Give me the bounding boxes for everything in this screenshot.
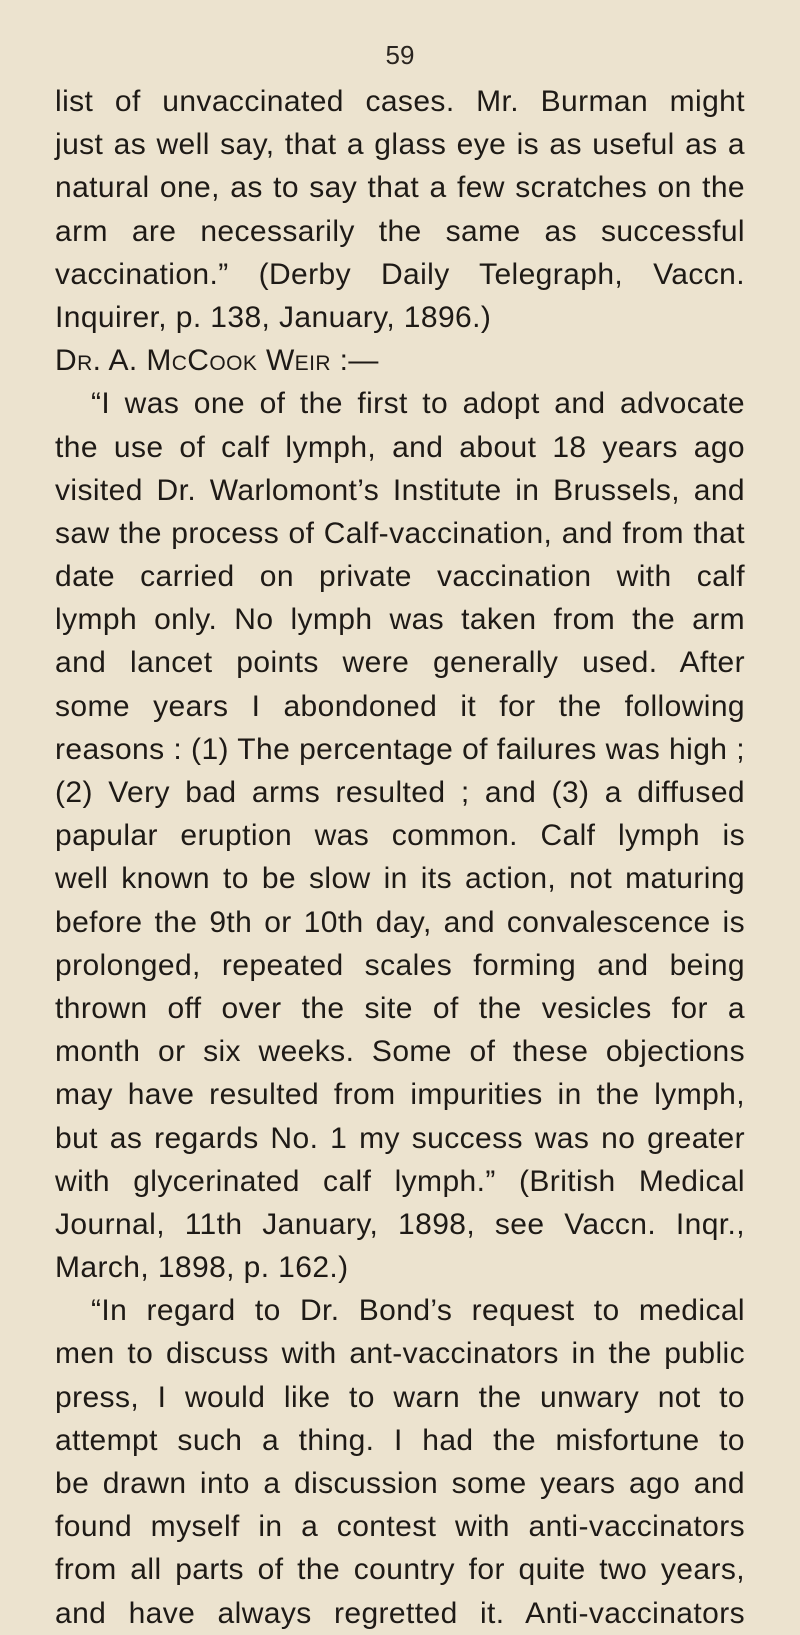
text-line: date carried on private vaccination with calf <box>55 560 745 594</box>
text-line: may have resulted from impurities in the lymph, <box>55 1078 745 1112</box>
text-line: press, I would like to warn the unwary not to <box>55 1380 745 1414</box>
text-line: visited Dr. Warlomont’s Institute in Brussels, and <box>55 473 745 507</box>
text-line: before the 9th or 10th day, and convalescence is <box>55 905 745 939</box>
body-text <box>55 80 745 1635</box>
text-line: month or six weeks. Some of these objections <box>55 1035 745 1069</box>
text-line: with glycerinated calf lymph.” (British Medical <box>55 1164 745 1198</box>
text-line: natural one, as to say that a few scratches on the <box>55 171 745 205</box>
text-line: the use of calf lymph, and about 18 years ago <box>55 430 745 464</box>
text-line: (2) Very bad arms resulted ; and (3) a diffused <box>55 776 745 809</box>
text-line: arm are necessarily the same as successful <box>55 214 745 248</box>
speaker-heading: Dr. A. McCook Weir :— <box>55 344 379 378</box>
text-line: list of unvaccinated cases. Mr. Burman might <box>55 85 745 118</box>
text-line: lymph only. No lymph was taken from the arm <box>55 603 745 637</box>
text-line: some years I abondoned it for the following <box>55 689 745 723</box>
text-line: but as regards No. 1 my success was no greater <box>55 1121 745 1155</box>
text-line: “I was one of the first to adopt and advocate <box>91 387 745 421</box>
text-line: reasons : (1) The percentage of failures was high ; <box>55 732 745 766</box>
text-line: Inquirer, p. 138, January, 1896.) <box>55 300 492 334</box>
text-line: be drawn into a discussion some years ago and <box>55 1467 745 1500</box>
text-line: found myself in a contest with anti-vaccinators <box>55 1510 745 1544</box>
text-line: vaccination.” (Derby Daily Telegraph, Vaccn. <box>55 257 745 291</box>
text-line: prolonged, repeated scales forming and being <box>55 948 745 982</box>
text-line: papular eruption was common. Calf lymph is <box>55 819 745 853</box>
text-line: and have always regretted it. Anti-vaccinators <box>55 1596 745 1630</box>
text-line: Journal, 11th January, 1898, see Vaccn. Inqr., <box>55 1207 745 1241</box>
text-line: well known to be slow in its action, not maturing <box>55 862 745 896</box>
text-line: “In regard to Dr. Bond’s request to medical <box>91 1294 745 1328</box>
text-line: March, 1898, p. 162.) <box>55 1251 349 1285</box>
text-line: saw the process of Calf-vaccination, and from that <box>55 516 745 550</box>
text-line: thrown off over the site of the vesicles for a <box>55 991 745 1025</box>
text-line: and lancet points were generally used. After <box>55 646 745 680</box>
page-number: 59 <box>385 40 415 70</box>
text-line: just as well say, that a glass eye is as useful as a <box>55 128 745 162</box>
text-line: from all parts of the country for quite two years, <box>55 1553 745 1587</box>
text-line: men to discuss with ant-vaccinators in the public <box>55 1337 745 1371</box>
text-line: attempt such a thing. I had the misfortune to <box>55 1423 745 1457</box>
